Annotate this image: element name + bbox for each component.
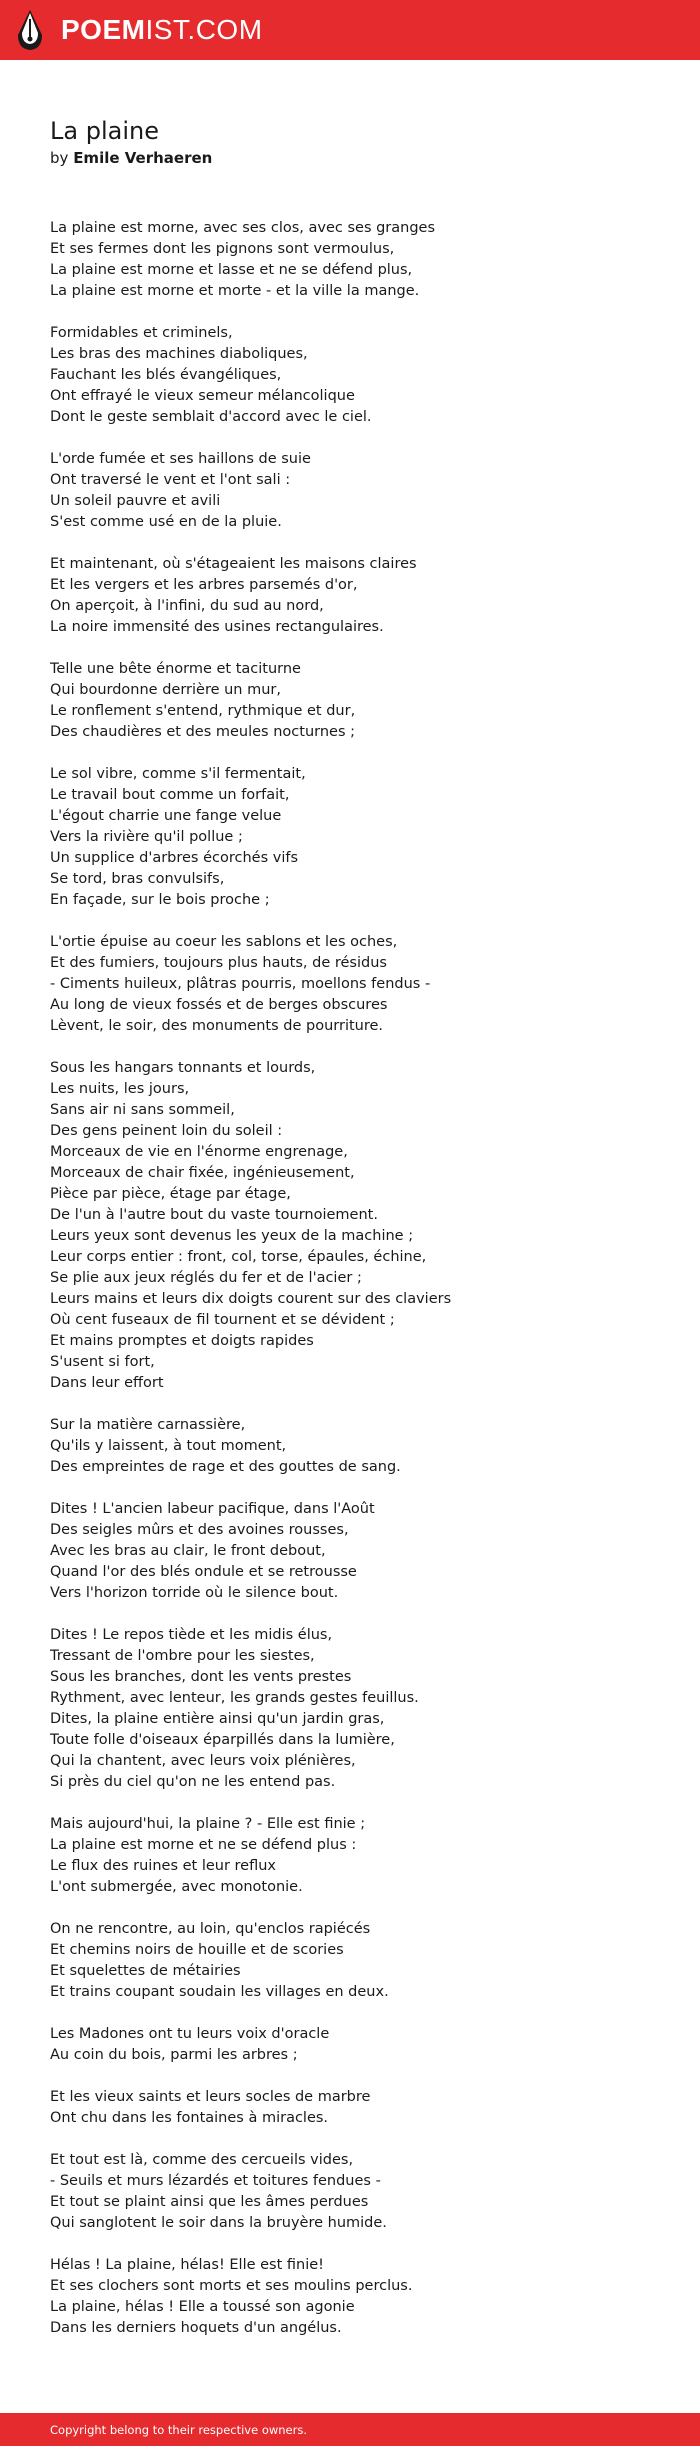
poem-line: Et ses fermes dont les pignons sont vermoulus, [50,241,395,257]
poem-line: Sous les branches, dont les vents prestes [50,1669,352,1685]
pen-nib-icon[interactable] [16,9,44,51]
poem-line: Fauchant les blés évangéliques, [50,367,282,383]
poem-line: La plaine est morne, avec ses clos, avec ses granges [50,220,436,236]
poem-line: Dites ! L'ancien labeur pacifique, dans l'Août [50,1501,375,1517]
poem-line: L'égout charrie une fange velue [50,808,282,824]
poem-body [50,218,660,2360]
stanza [50,323,660,428]
poem-line: Qu'ils y laissent, à tout moment, [50,1438,287,1454]
poem-line: Dans leur effort [50,1375,164,1391]
stanza [50,1058,660,1394]
poem-line: Toute folle d'oiseaux éparpillés dans la lumière, [50,1732,395,1748]
stanza [50,932,660,1037]
poem-line: Au long de vieux fossés et de berges obscures [50,997,388,1013]
poem-line: Dites ! Le repos tiède et les midis élus, [50,1627,333,1643]
poem-line: Et tout se plaint ainsi que les âmes perdues [50,2194,369,2210]
poem-line: Et trains coupant soudain les villages en deux. [50,1984,389,2000]
poem-line: En façade, sur le bois proche ; [50,892,270,908]
site-footer [0,2413,700,2446]
poem-line: Rythment, avec lenteur, les grands gestes feuillus. [50,1690,419,1706]
poem-line: Un supplice d'arbres écorchés vifs [50,850,299,866]
logo-bold-text: POEM [61,14,146,45]
poem-line: Hélas ! La plaine, hélas! Elle est finie! [50,2257,324,2273]
poem-line: L'orde fumée et ses haillons de suie [50,451,311,467]
poem-line: Et tout est là, comme des cercueils vides, [50,2152,354,2168]
poem-title: La plaine [50,117,159,145]
poem-line: Ont traversé le vent et l'ont sali : [50,472,291,488]
stanza [50,2150,660,2234]
poem-line: Des seigles mûrs et des avoines rousses, [50,1522,349,1538]
poem-line: Qui sanglotent le soir dans la bruyère humide. [50,2215,387,2231]
poem-line: Vers la rivière qu'il pollue ; [50,829,243,845]
poem-line: Sur la matière carnassière, [50,1417,246,1433]
stanza [50,2087,660,2129]
by-label: by [50,149,69,167]
poem-line: L'ortie épuise au coeur les sablons et les oches, [50,934,398,950]
poem-line: Morceaux de vie en l'énorme engrenage, [50,1144,348,1160]
stanza [50,1814,660,1898]
poem-line: On aperçoit, à l'infini, du sud au nord, [50,598,324,614]
poem-line: L'ont submergée, avec monotonie. [50,1879,303,1895]
poem-line: - Ciments huileux, plâtras pourris, moellons fendus - [50,976,431,992]
poem-line: Les nuits, les jours, [50,1081,190,1097]
poem-line: Et maintenant, où s'étageaient les maisons claires [50,556,417,572]
poem-line: Qui la chantent, avec leurs voix plénières, [50,1753,356,1769]
poem-line: Sans air ni sans sommeil, [50,1102,235,1118]
poem-line: Et ses clochers sont morts et ses moulins perclus. [50,2278,413,2294]
stanza [50,1625,660,1793]
poem-line: Dans les derniers hoquets d'un angélus. [50,2320,342,2336]
poem-line: La plaine, hélas ! Elle a toussé son agonie [50,2299,355,2315]
poem-line: La plaine est morne et ne se défend plus : [50,1837,357,1853]
stanza [50,449,660,533]
poem-line: La plaine est morne et lasse et ne se défend plus, [50,262,413,278]
stanza [50,1415,660,1478]
poem-line: Se plie aux jeux réglés du fer et de l'acier ; [50,1270,362,1286]
poem-line: Lèvent, le soir, des monuments de pourriture. [50,1018,384,1034]
poem-line: S'usent si fort, [50,1354,155,1370]
poem-line: Des gens peinent loin du soleil : [50,1123,283,1139]
poem-line: Où cent fuseaux de fil tournent et se dévident ; [50,1312,395,1328]
byline [50,147,212,169]
poem-line: Leurs yeux sont devenus les yeux de la machine ; [50,1228,414,1244]
stanza [50,764,660,911]
poem-line: Pièce par pièce, étage par étage, [50,1186,291,1202]
stanza [50,1919,660,2003]
poem-line: Les Madones ont tu leurs voix d'oracle [50,2026,330,2042]
poem-line: Et les vergers et les arbres parsemés d'or, [50,577,358,593]
poem-line: De l'un à l'autre bout du vaste tournoiement. [50,1207,378,1223]
poem-line: Se tord, bras convulsifs, [50,871,225,887]
poem-line: Ont effrayé le vieux semeur mélancolique [50,388,355,404]
poem-line: Les bras des machines diaboliques, [50,346,308,362]
logo-light-text: IST.COM [145,14,263,45]
poem-line: Telle une bête énorme et taciturne [50,661,301,677]
copyright-notice: Copyright belong to their respective owners. [50,2423,308,2437]
poem-line: Le ronflement s'entend, rythmique et dur, [50,703,356,719]
site-logo[interactable] [61,13,263,47]
poem-line: La noire immensité des usines rectangulaires. [50,619,384,635]
stanza [50,659,660,743]
stanza [50,218,660,302]
poem-line: Ont chu dans les fontaines à miracles. [50,2110,329,2126]
poem-line: Mais aujourd'hui, la plaine ? - Elle est finie ; [50,1816,366,1832]
author-name: Emile Verhaeren [73,149,213,167]
poem-line: Qui bourdonne derrière un mur, [50,682,281,698]
poem-line: Au coin du bois, parmi les arbres ; [50,2047,298,2063]
poem-line: Et les vieux saints et leurs socles de marbre [50,2089,371,2105]
poem-line: Dont le geste semblait d'accord avec le ciel. [50,409,372,425]
poem-line: Si près du ciel qu'on ne les entend pas. [50,1774,336,1790]
site-header [0,0,700,60]
poem-line: Vers l'horizon torride où le silence bout. [50,1585,339,1601]
poem-line: Le sol vibre, comme s'il fermentait, [50,766,306,782]
poem-line: Et squelettes de métairies [50,1963,241,1979]
poem-line: Dites, la plaine entière ainsi qu'un jardin gras, [50,1711,385,1727]
poem-line: Un soleil pauvre et avili [50,493,221,509]
poem-line: Tressant de l'ombre pour les siestes, [50,1648,315,1664]
stanza [50,2024,660,2066]
poem-line: Morceaux de chair fixée, ingénieusement, [50,1165,355,1181]
poem-line: Sous les hangars tonnants et lourds, [50,1060,316,1076]
poem-line: Quand l'or des blés ondule et se retrousse [50,1564,357,1580]
poem-line: Le flux des ruines et leur reflux [50,1858,277,1874]
poem-line: Leurs mains et leurs dix doigts courent sur des claviers [50,1291,452,1307]
poem-line: Leur corps entier : front, col, torse, épaules, échine, [50,1249,427,1265]
poem-line: Et mains promptes et doigts rapides [50,1333,314,1349]
poem-line: La plaine est morne et morte - et la ville la mange. [50,283,420,299]
poem-line: Des chaudières et des meules nocturnes ; [50,724,355,740]
poem-line: On ne rencontre, au loin, qu'enclos rapiécés [50,1921,371,1937]
poem-line: Avec les bras au clair, le front debout, [50,1543,326,1559]
poem-line: Et chemins noirs de houille et de scories [50,1942,344,1958]
poem-line: S'est comme usé en de la pluie. [50,514,282,530]
poem-line: Et des fumiers, toujours plus hauts, de résidus [50,955,387,971]
stanza [50,1499,660,1604]
poem-line: Formidables et criminels, [50,325,233,341]
poem-line: - Seuils et murs lézardés et toitures fendues - [50,2173,381,2189]
poem-line: Le travail bout comme un forfait, [50,787,290,803]
stanza [50,2255,660,2339]
stanza [50,554,660,638]
poem-line: Des empreintes de rage et des gouttes de sang. [50,1459,401,1475]
